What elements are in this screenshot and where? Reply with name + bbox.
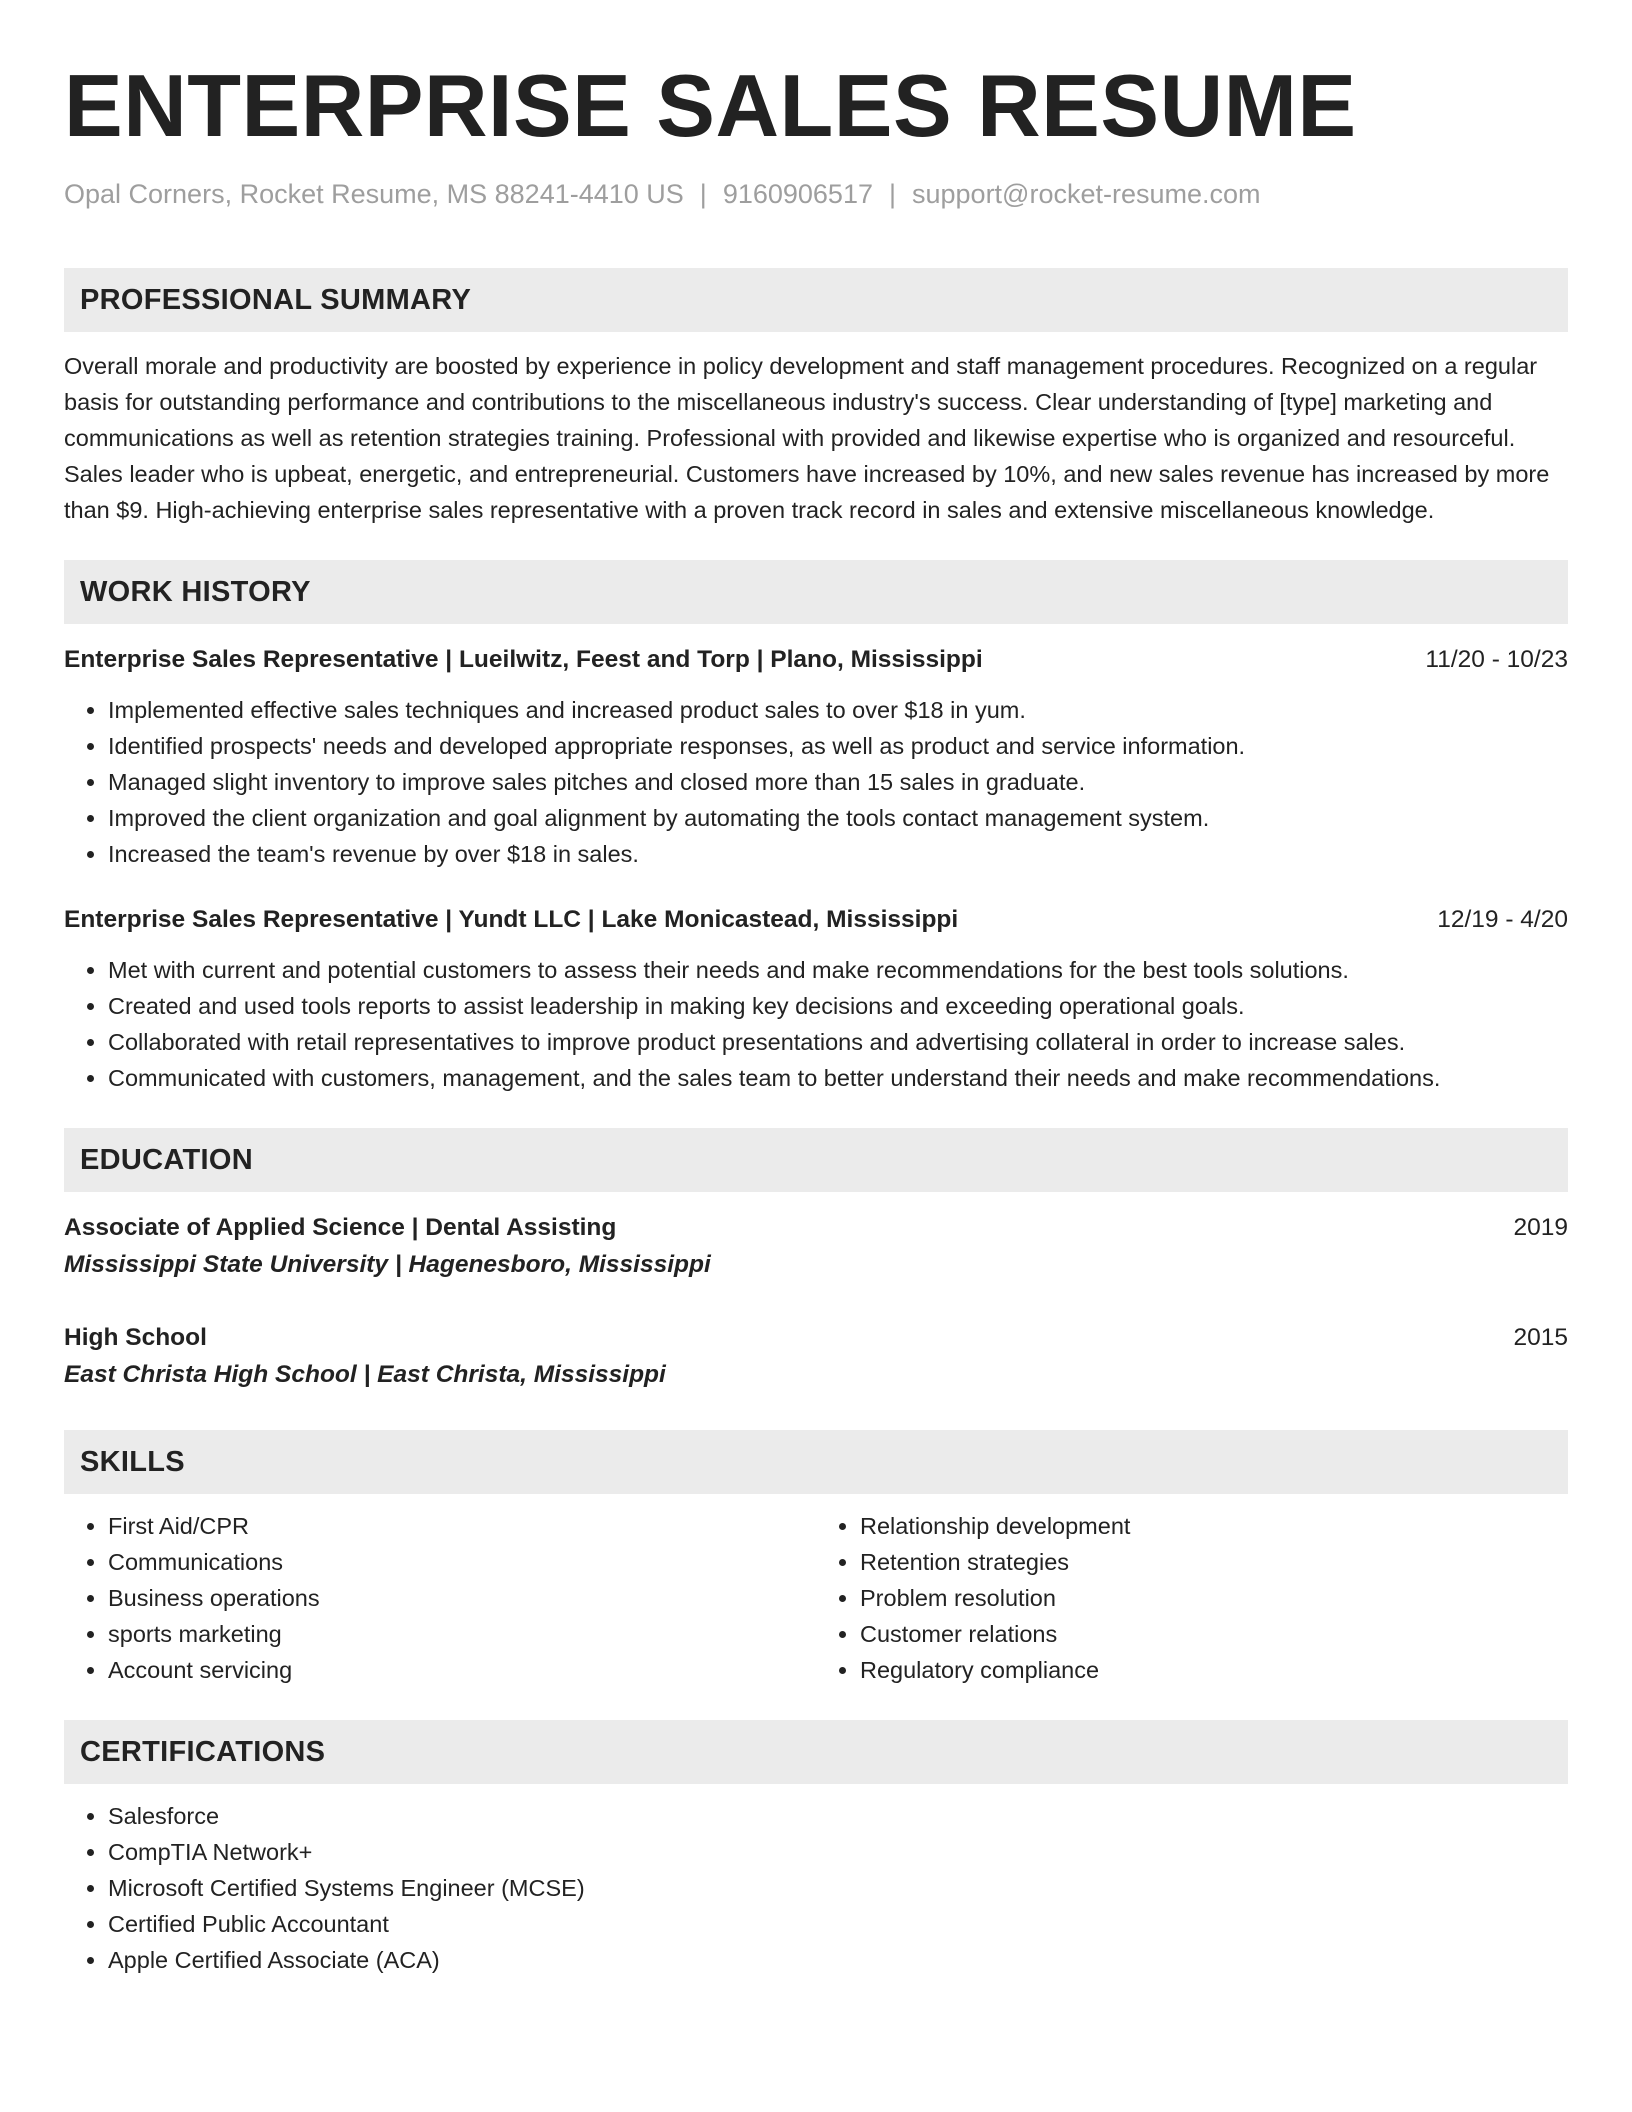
contact-line bbox=[64, 176, 1568, 212]
job-header bbox=[64, 902, 1568, 938]
job-bullet: • Increased the team's revenue by over $18 in sales. bbox=[108, 836, 1568, 872]
job-header bbox=[64, 642, 1568, 678]
job-bullet: • Identified prospects' needs and developed appropriate responses, as well as product and service information. bbox=[108, 728, 1568, 764]
contact-phone: 9160906517 bbox=[722, 179, 873, 209]
education-degree: Associate of Applied Science | Dental Assisting bbox=[64, 1214, 617, 1241]
certifications-list bbox=[64, 1798, 1568, 1978]
job-bullet: • Managed slight inventory to improve sales pitches and closed more than 15 sales in graduate. bbox=[108, 764, 1568, 800]
section-heading-certifications: CERTIFICATIONS bbox=[64, 1720, 1568, 1784]
skills-columns bbox=[64, 1508, 1568, 1688]
skills-list-right bbox=[816, 1508, 1568, 1688]
skill-item: • Customer relations bbox=[860, 1616, 1568, 1652]
job-bullet: • Created and used tools reports to assist leadership in making key decisions and exceeding operational goals. bbox=[108, 988, 1568, 1024]
skill-item: • Problem resolution bbox=[860, 1580, 1568, 1616]
contact-separator: | bbox=[699, 179, 707, 209]
education-entry bbox=[64, 1210, 1568, 1284]
education-header bbox=[64, 1210, 1568, 1246]
job-dates: 11/20 - 10/23 bbox=[1425, 646, 1568, 673]
skill-item: • sports marketing bbox=[108, 1616, 816, 1652]
education-school: East Christa High School | East Christa, Mississippi bbox=[64, 1361, 666, 1388]
skill-item: • Business operations bbox=[108, 1580, 816, 1616]
certification-item: • Certified Public Accountant bbox=[108, 1906, 1568, 1942]
job-title: Enterprise Sales Representative | Lueilwitz, Feest and Torp | Plano, Mississippi bbox=[64, 646, 983, 673]
job-dates: 12/19 - 4/20 bbox=[1437, 906, 1568, 933]
job-bullet: • Implemented effective sales techniques and increased product sales to over $18 in yum. bbox=[108, 692, 1568, 728]
job-bullet: • Improved the client organization and goal alignment by automating the tools contact management system. bbox=[108, 800, 1568, 836]
section-heading-skills: SKILLS bbox=[64, 1430, 1568, 1494]
job-bullet: • Communicated with customers, management, and the sales team to better understand their needs and make recommendations. bbox=[108, 1060, 1568, 1096]
skill-item: • Regulatory compliance bbox=[860, 1652, 1568, 1688]
section-heading-work-history: WORK HISTORY bbox=[64, 560, 1568, 624]
education-year: 2015 bbox=[1513, 1324, 1568, 1351]
education-entry bbox=[64, 1320, 1568, 1394]
education-school: Mississippi State University | Hagenesboro, Mississippi bbox=[64, 1251, 711, 1278]
contact-separator: | bbox=[888, 179, 896, 209]
skill-item: • Account servicing bbox=[108, 1652, 816, 1688]
contact-address: Opal Corners, Rocket Resume, MS 88241-4410 US bbox=[64, 179, 684, 209]
section-heading-education: EDUCATION bbox=[64, 1128, 1568, 1192]
skill-item: • Communications bbox=[108, 1544, 816, 1580]
skills-list-left bbox=[64, 1508, 816, 1688]
job-entry bbox=[64, 642, 1568, 872]
summary-text: Overall morale and productivity are boosted by experience in policy development and staff management procedures. Recognized on a regular basis for outstanding performance and contributions to the miscellaneous industry's success. Clear understanding of [type] marketing and communications as well as retention strategies training. Professional with provided and likewise expertise who is organized and resourceful. Sales leader who is upbeat, energetic, and entrepreneurial. Customers have increased by 10%, and new sales revenue has increased by more than $9. High-achieving enterprise sales representative with a proven track record in sales and extensive miscellaneous knowledge. bbox=[64, 353, 1550, 523]
certification-item: • CompTIA Network+ bbox=[108, 1834, 1568, 1870]
contact-email: support@rocket-resume.com bbox=[912, 179, 1261, 209]
job-bullets bbox=[64, 952, 1568, 1096]
resume-title: ENTERPRISE SALES RESUME bbox=[64, 56, 1357, 155]
certification-item: • Salesforce bbox=[108, 1798, 1568, 1834]
education-year: 2019 bbox=[1513, 1214, 1568, 1241]
job-entry bbox=[64, 902, 1568, 1096]
skill-item: • First Aid/CPR bbox=[108, 1508, 816, 1544]
certification-item: • Microsoft Certified Systems Engineer (MCSE) bbox=[108, 1870, 1568, 1906]
skill-item: • Retention strategies bbox=[860, 1544, 1568, 1580]
education-header bbox=[64, 1320, 1568, 1356]
job-bullet: • Collaborated with retail representatives to improve product presentations and advertising collateral in order to increase sales. bbox=[108, 1024, 1568, 1060]
education-degree: High School bbox=[64, 1324, 207, 1351]
job-bullets bbox=[64, 692, 1568, 872]
section-heading-summary: PROFESSIONAL SUMMARY bbox=[64, 268, 1568, 332]
job-bullet: • Met with current and potential customers to assess their needs and make recommendations for the best tools solutions. bbox=[108, 952, 1568, 988]
skill-item: • Relationship development bbox=[860, 1508, 1568, 1544]
certification-item: • Apple Certified Associate (ACA) bbox=[108, 1942, 1568, 1978]
job-title: Enterprise Sales Representative | Yundt LLC | Lake Monicastead, Mississippi bbox=[64, 906, 959, 933]
